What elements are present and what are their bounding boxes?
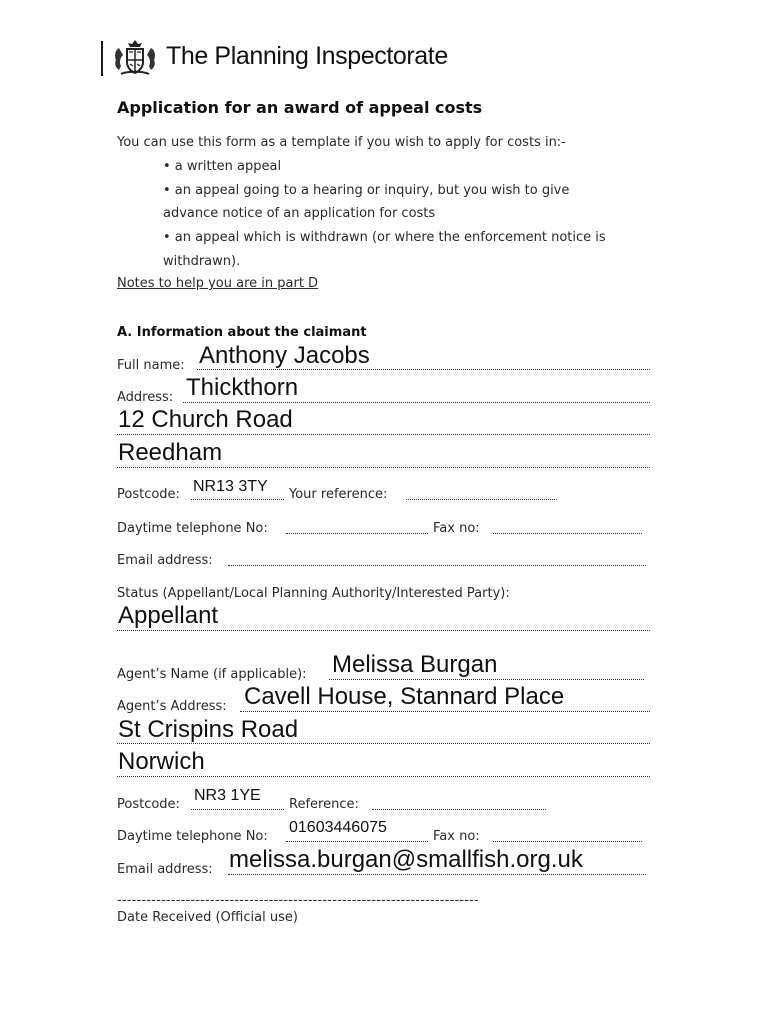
address-label: Address:	[117, 390, 174, 405]
organisation-name: The Planning Inspectorate	[166, 42, 448, 70]
address-line3-rule	[117, 467, 650, 468]
address-line1-field[interactable]: Thickthorn	[186, 374, 299, 401]
form-title: Application for an award of appeal costs	[117, 98, 483, 117]
agent-email-field[interactable]: melissa.burgan@smallfish.org.uk	[229, 846, 583, 873]
email-field[interactable]	[228, 565, 646, 566]
agent-email-label: Email address:	[117, 862, 213, 877]
agent-tel-field[interactable]: 01603446075	[289, 819, 387, 836]
daytime-tel-field[interactable]	[286, 533, 428, 534]
agent-name-label: Agent’s Name (if applicable):	[117, 667, 307, 682]
agent-address-label: Agent’s Address:	[117, 699, 227, 714]
agent-fax-field[interactable]	[493, 841, 642, 842]
agent-name-field-line	[329, 679, 644, 680]
your-reference-label: Your reference:	[289, 487, 388, 502]
postcode-field-line	[191, 499, 284, 500]
agent-address-line1-field[interactable]: Cavell House, Stannard Place	[244, 683, 565, 710]
postcode-label: Postcode:	[117, 487, 180, 502]
agent-tel-label: Daytime telephone No:	[117, 829, 268, 844]
official-use-separator: --------------------------------------------------------------------------	[117, 893, 479, 908]
fax-label: Fax no:	[433, 521, 480, 536]
daytime-tel-label: Daytime telephone No:	[117, 521, 268, 536]
section-a-heading: A. Information about the claimant	[117, 325, 367, 340]
agent-address-line3-rule	[117, 776, 650, 777]
address-line2-field[interactable]: 12 Church Road	[118, 406, 293, 433]
agent-email-field-line	[228, 874, 646, 875]
bullet-hearing-line2: advance notice of an application for costs	[163, 206, 436, 221]
bullet-hearing-line1: • an appeal going to a hearing or inquiry, but you wish to give	[163, 183, 570, 198]
full-name-field[interactable]: Anthony Jacobs	[199, 342, 370, 369]
agent-reference-label: Reference:	[289, 797, 359, 812]
bullet-withdrawn-line1: • an appeal which is withdrawn (or where the enforcement notice is	[163, 230, 606, 245]
agent-postcode-field[interactable]: NR3 1YE	[194, 787, 261, 804]
status-field[interactable]: Appellant	[118, 602, 219, 629]
notes-link[interactable]: Notes to help you are in part D	[117, 276, 319, 291]
agent-address-line1-rule	[240, 711, 650, 712]
address-line3-field[interactable]: Reedham	[118, 439, 223, 466]
status-label: Status (Appellant/Local Planning Authority/Interested Party):	[117, 586, 510, 601]
intro-text: You can use this form as a template if you wish to apply for costs in:-	[117, 135, 566, 150]
agent-address-line3-field[interactable]: Norwich	[118, 748, 205, 775]
header-divider	[101, 41, 103, 76]
royal-coat-of-arms-icon	[111, 38, 159, 78]
agent-tel-field-line	[286, 841, 428, 842]
full-name-label: Full name:	[117, 358, 185, 373]
postcode-field[interactable]: NR13 3TY	[193, 478, 268, 495]
status-field-line	[117, 630, 650, 631]
agent-reference-field[interactable]	[372, 809, 546, 810]
bullet-written-appeal: • a written appeal	[163, 159, 282, 174]
date-received-label: Date Received (Official use)	[117, 910, 298, 925]
agent-fax-label: Fax no:	[433, 829, 480, 844]
agent-postcode-label: Postcode:	[117, 797, 180, 812]
fax-field[interactable]	[493, 533, 642, 534]
address-line1-rule	[183, 402, 650, 403]
address-line2-rule	[117, 434, 650, 435]
email-label: Email address:	[117, 553, 213, 568]
agent-name-field[interactable]: Melissa Burgan	[332, 651, 498, 678]
bullet-withdrawn-line2: withdrawn).	[163, 254, 241, 269]
your-reference-field[interactable]	[406, 499, 557, 500]
agent-postcode-field-line	[191, 809, 284, 810]
agent-address-line2-field[interactable]: St Crispins Road	[118, 716, 299, 743]
